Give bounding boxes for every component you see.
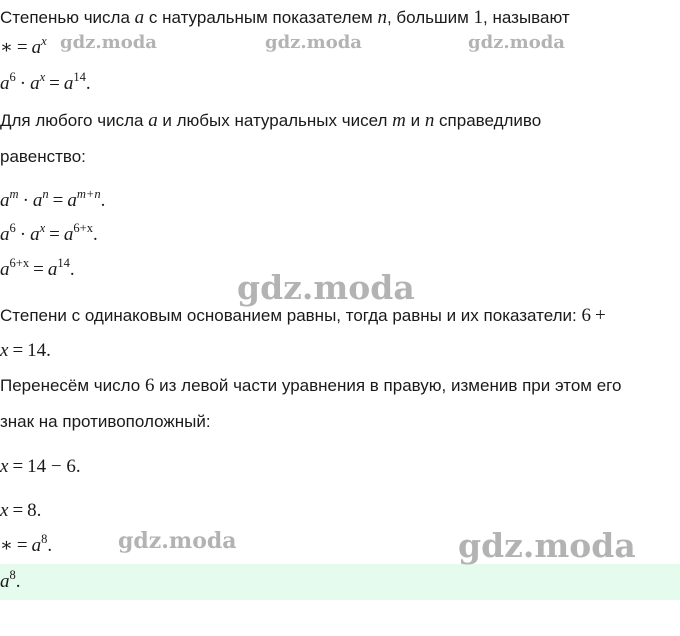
answer-highlight: [0, 564, 680, 600]
paragraph-transfer: [0, 375, 621, 397]
base: a: [0, 259, 10, 280]
paragraph-definition: [0, 7, 570, 29]
text: справедливо: [434, 111, 542, 130]
period: .: [100, 190, 106, 211]
base: a: [31, 535, 42, 556]
number: 6: [581, 305, 591, 326]
exponent: x: [41, 34, 47, 49]
equation-simplified: [0, 256, 75, 281]
paragraph-property: [0, 110, 541, 132]
number-one: 1: [473, 7, 484, 28]
equals-sign: =: [49, 73, 60, 94]
var-n: n: [377, 7, 387, 28]
plus-sign: +: [595, 305, 606, 326]
watermark: gdz.moda: [468, 32, 565, 53]
equation-x-14: [0, 340, 51, 362]
equals-sign: =: [16, 535, 28, 556]
equals-sign: =: [33, 259, 44, 280]
text: Для любого числа: [0, 111, 149, 130]
paragraph-sign: знак на противоположный:: [0, 412, 211, 431]
text: Степени с одинаковым основанием равны, тогда равны и их показатели:: [0, 306, 582, 325]
equals-sign: =: [12, 456, 24, 477]
period: .: [15, 571, 21, 592]
dot-operator: ·: [22, 190, 29, 211]
base: a: [63, 73, 74, 94]
text: из левой части уравнения в правую, изменив при этом его: [154, 376, 622, 395]
equation-applied: [0, 221, 98, 246]
variable-x: x: [0, 340, 9, 361]
base: a: [47, 259, 58, 280]
value: 14: [27, 340, 47, 361]
dot-operator: ·: [19, 224, 27, 245]
equals-sign: =: [12, 500, 24, 521]
number: 6: [144, 375, 155, 396]
exponent: x: [39, 70, 46, 85]
exponent: 14: [57, 256, 70, 271]
equation-product: [0, 70, 91, 95]
base: a: [67, 190, 77, 211]
var-a: a: [148, 110, 158, 131]
text: , называют: [483, 8, 570, 27]
equation-star-definition: [0, 34, 47, 59]
text: Степенью числа: [0, 8, 135, 27]
period: .: [36, 500, 42, 521]
exponent: x: [39, 221, 46, 236]
variable-x: x: [0, 500, 9, 521]
value: 14 − 6: [27, 456, 76, 477]
exponent: 14: [73, 70, 86, 85]
var-m: m: [392, 110, 406, 131]
base: a: [30, 224, 40, 245]
star-symbol: ∗: [0, 37, 13, 58]
base: a: [32, 190, 43, 211]
exponent: 6+x: [73, 221, 93, 236]
exponent: m: [9, 187, 19, 202]
base: a: [0, 73, 10, 94]
equation-star-result: [0, 532, 53, 557]
watermark: gdz.moda: [118, 528, 237, 554]
watermark: gdz.moda: [60, 32, 157, 53]
text: и: [405, 111, 425, 130]
exponent: m+n: [76, 187, 101, 202]
exponent: 6+x: [9, 256, 30, 271]
exponent: 8: [9, 568, 16, 583]
text: с натуральным показателем: [144, 8, 378, 27]
star-symbol: ∗: [0, 535, 13, 556]
text: Перенесём число: [0, 376, 145, 395]
exponent: 8: [41, 532, 48, 547]
base: a: [0, 571, 10, 592]
equals-sign: =: [49, 224, 60, 245]
equation-x-difference: [0, 456, 81, 478]
paragraph-exponents-equal: [0, 305, 610, 327]
text: и любых натуральных чисел: [157, 111, 393, 130]
equation-rule: [0, 187, 106, 212]
base: a: [0, 224, 10, 245]
answer: [0, 568, 21, 593]
base: a: [0, 190, 10, 211]
base: a: [30, 73, 40, 94]
text: , большим: [386, 8, 474, 27]
var-a: a: [134, 7, 145, 28]
variable-x: x: [0, 456, 9, 477]
var-n: n: [424, 110, 435, 131]
period: .: [46, 340, 51, 361]
paragraph-equality-label: равенство:: [0, 147, 86, 166]
watermark: gdz.moda: [237, 268, 415, 307]
watermark: gdz.moda: [458, 526, 636, 565]
exponent: 6: [9, 221, 16, 236]
watermark: gdz.moda: [265, 32, 362, 53]
equals-sign: =: [12, 340, 24, 361]
exponent: n: [42, 187, 49, 202]
period: .: [47, 535, 53, 556]
base: a: [31, 37, 42, 58]
equals-sign: =: [52, 190, 64, 211]
period: .: [85, 73, 91, 94]
period: .: [75, 456, 81, 477]
equation-x-8: [0, 500, 41, 522]
dot-operator: ·: [19, 73, 27, 94]
exponent: 6: [9, 70, 16, 85]
equals-sign: =: [16, 37, 28, 58]
period: .: [92, 224, 98, 245]
value: 8: [27, 500, 37, 521]
base: a: [63, 224, 74, 245]
period: .: [69, 259, 75, 280]
